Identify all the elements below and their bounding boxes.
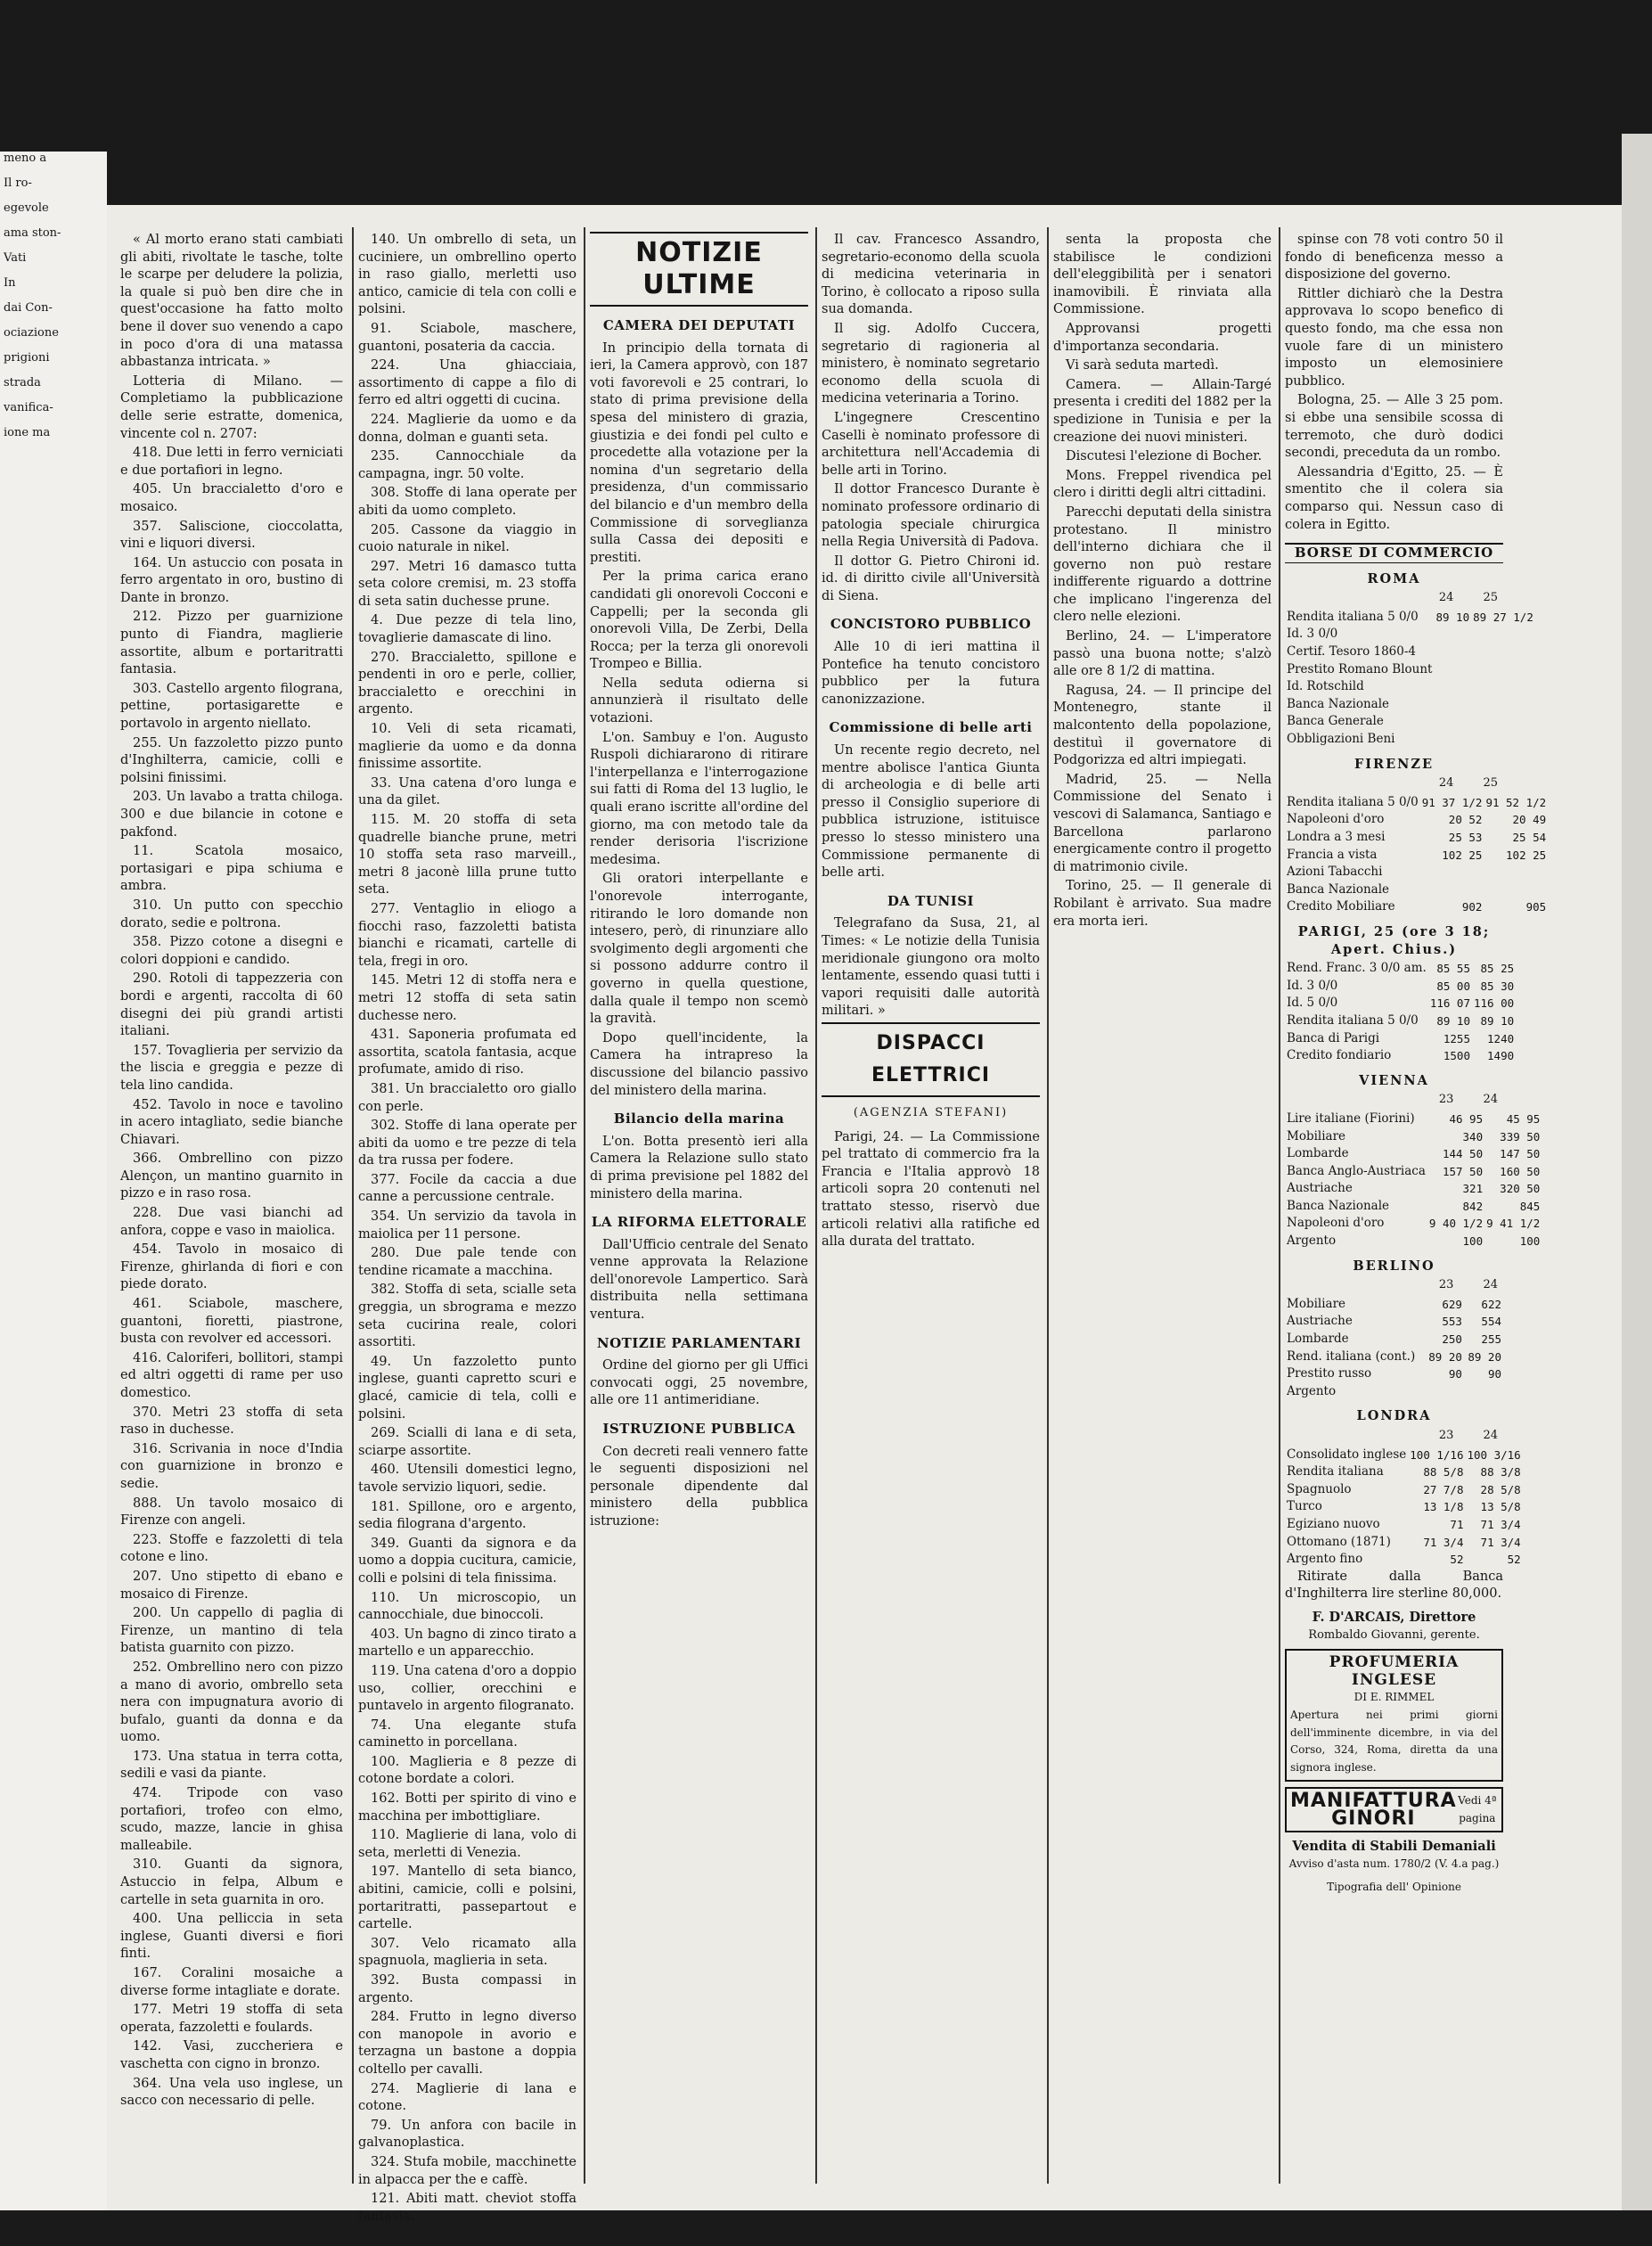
- edge-fragment: strada: [4, 376, 41, 389]
- lottery-item-paragraph: 270. Braccialetto, spillone e pendenti in oro e perle, collier, braccialetto e orecchini in argento.: [358, 650, 577, 717]
- lottery-item-paragraph: 200. Un cappello di paglia di Firenze, un mantino di tela batista guarnito con pizzo.: [120, 1606, 343, 1656]
- lottery-item-paragraph: 310. Guanti da signora, Astuccio in felpa, Album e cartelle in seta guarnita in oro.: [120, 1857, 343, 1907]
- lottery-item-paragraph: 10. Veli di seta ricamati, maglierie da uomo e da donna finissime assortite.: [358, 722, 577, 772]
- lottery-list: [120, 232, 343, 2111]
- appointment-paragraph: L'ingegnere Crescentino Caselli è nominato professore di architettura nell'Accademia di belle arti in Torino.: [822, 410, 1040, 478]
- lottery-item-paragraph: 140. Un ombrello di seta, un cuciniere, un ombrellino operto in raso giallo, merletti uso antico, camicie di tela con colli e polsini.: [358, 233, 577, 317]
- quote-row: Obbligazioni Beni: [1287, 732, 1395, 747]
- quote-row: Lombarde 250 255: [1287, 1332, 1501, 1347]
- lottery-item-paragraph: 382. Stoffa di seta, scialle seta greggia, un sbrograma e mezzo seta cucirina reale, colori assortiti.: [358, 1283, 577, 1350]
- lottery-item-paragraph: 364. Una vela uso inglese, un sacco con necessario di pelle.: [120, 2076, 343, 2109]
- quote-row: Credito fondiario 1500 1490: [1287, 1048, 1515, 1063]
- column-5: [1053, 232, 1272, 2175]
- lottery-item-paragraph: 115. M. 20 stoffa di seta quadrelle bianche prune, metri 10 stoffa seta raso marveill., metri 8 jaconè lilla prune tutto seta.: [358, 813, 577, 898]
- market-firenze-heading: FIRENZE: [1353, 756, 1435, 772]
- lottery-item-paragraph: 416. Caloriferi, bollitori, stampi ed altri oggetti di rame per uso domestico.: [120, 1350, 343, 1400]
- lottery-item-paragraph: 207. Uno stipetto di ebano e mosaico di Firenze.: [120, 1569, 343, 1602]
- lottery-item-paragraph: 888. Un tavolo mosaico di Firenze con angeli.: [120, 1496, 343, 1529]
- edge-fragment: dai Con-: [4, 301, 53, 315]
- belle-arti-paragraph: Un recente regio decreto, nel mentre abolisce l'antica Giunta di archeologia e di belle arti presso il Consiglio superiore di pubblica istruzione, istituisce presso lo stesso ministero una Commissione permanente di belle arti.: [822, 743, 1040, 881]
- quote-row: Prestito russo 90 90: [1287, 1366, 1501, 1381]
- lottery-item-paragraph: 212. Pizzo per guarnizione punto di Fiandra, maglierie assortite, album e portaritratti fantasia.: [120, 610, 343, 677]
- lottery-item-paragraph: 303. Castello argento filograna, pettine, portasigarette e portavolo in argento niellato.: [120, 681, 343, 732]
- edge-fragment: vanifica-: [4, 401, 53, 414]
- quote-row: Rendita italiana 5 0/0 89 10 89 27 1/2: [1287, 609, 1533, 624]
- marina-heading: Bilancio della marina: [613, 1111, 785, 1127]
- istruzione-paragraph: Con decreti reali vennero fatte le seguenti disposizioni nel personale dipendente dal ministero della pubblica istruzione:: [590, 1444, 808, 1529]
- parlamentari-paragraph: Ordine del giorno per gli Uffici convocati oggi, 25 novembre, alle ore 11 antimeridiane.: [590, 1358, 808, 1408]
- lottery-item-paragraph: 377. Focile da caccia a due canne a percussione centrale.: [358, 1172, 577, 1205]
- banca-note: Ritirate dalla Banca d'Inghilterra lire sterline 80,000.: [1285, 1569, 1503, 1602]
- brief-paragraph: spinse con 78 voti contro 50 il fondo di beneficenza messo a disposizione del governo.: [1285, 233, 1503, 283]
- quote-row: Banca Nazionale: [1287, 696, 1390, 711]
- dispatch-paragraph: Approvansi progetti d'importanza secondaria.: [1053, 321, 1272, 354]
- lottery-item-paragraph: 167. Coralini mosaiche a diverse forme intagliate e dorate.: [120, 1966, 343, 1998]
- notizie-ultime-title: NOTIZIE ULTIME: [590, 232, 808, 307]
- gerente-line: Rombaldo Giovanni, gerente.: [1308, 1627, 1480, 1642]
- lottery-item-paragraph: 110. Un microscopio, un cannocchiale, due binoccoli.: [358, 1590, 577, 1623]
- lottery-item-paragraph: 461. Sciabole, maschere, guantoni, fioretti, piastrone, busta con revolver ed accessori.: [120, 1297, 343, 1347]
- quote-row: Austriache 321 320 50: [1287, 1181, 1541, 1196]
- column-rule: [1279, 227, 1280, 2184]
- column-2: [358, 232, 577, 2224]
- lottery-item-paragraph: 358. Pizzo cotone a disegni e colori doppioni e candido.: [120, 935, 343, 967]
- quote-row: Banca Anglo-Austriaca 157 50 160 50: [1287, 1163, 1541, 1178]
- dispacci-subtitle: (AGENZIA STEFANI): [853, 1105, 1009, 1119]
- dispatch-paragraph: Parecchi deputati della sinistra protestano. Il ministro dell'interno dichiara che il governo non può restare indifferente riguardo a dottrine che implicano l'ingerenza del clero nelle elezioni.: [1053, 504, 1272, 625]
- lottery-item-paragraph: 181. Spillone, oro e argento, sedia filograna d'argento.: [358, 1499, 577, 1532]
- lottery-item-paragraph: 452. Tavolo in noce e tavolino in acero intagliato, sedie bianche Chiavari.: [120, 1097, 343, 1147]
- market-berlino-heading: BERLINO: [1353, 1258, 1435, 1274]
- camera-paragraph: L'on. Sambuy e l'on. Augusto Ruspoli dichiararono di ritirare l'interpellanza e l'interrogazione sui fatti di Roma del 13 luglio, le quali erano iscritte all'ordine del giorno, ma con metodo tale da render derisoria l'iscrizione medesima.: [590, 730, 808, 867]
- tunisi-paragraph: Telegrafano da Susa, 21, al Times: « Le notizie della Tunisia meridionale giungono ora molto lentamente, essendo quasi tutti i vapori requisiti dalle autorità militari. »: [822, 916, 1040, 1019]
- column-6: [1285, 232, 1547, 2175]
- edge-fragment: ione ma: [4, 426, 51, 439]
- tunisi-heading: DA TUNISI: [887, 892, 975, 909]
- lottery-item-paragraph: 392. Busta compassi in argento.: [358, 1973, 577, 2005]
- lottery-item-paragraph: 277. Ventaglio in eliogo a fiocchi raso, fazzoletti batista bianchi e ricamati, cartelle di tela, fregi in oro.: [358, 901, 577, 969]
- lottery-item-paragraph: 4. Due pezze di tela lino, tovaglierie damascate di lino.: [358, 613, 577, 646]
- quote-row: Banca Generale: [1287, 714, 1384, 729]
- lottery-item-paragraph: 119. Una catena d'oro a doppio uso, collier, orecchini e puntavelo in argento filogranato.: [358, 1663, 577, 1714]
- quote-row: Argento: [1287, 1383, 1337, 1398]
- lottery-item-paragraph: 157. Tovaglieria per servizio da the liscia e greggia e pezze di tela lino candida.: [120, 1043, 343, 1093]
- column-1: [120, 232, 343, 2175]
- lottery-item-paragraph: 11. Scatola mosaico, portasigari e pipa schiuma e ambra.: [120, 844, 343, 894]
- quote-row: Francia a vista 102 25 102 25: [1287, 847, 1547, 862]
- market-londra-heading: LONDRA: [1356, 1408, 1432, 1424]
- lottery-item-paragraph: 431. Saponeria profumata ed assortita, scatola fantasia, acque profumate, amido di riso.: [358, 1028, 577, 1078]
- quote-row: Banca di Parigi 1255 1240: [1287, 1030, 1515, 1045]
- camera-paragraph: Gli oratori interpellante e l'onorevole interrogante, ritirando le loro domande non intesero, però, di rinunziare allo svolgimento degli argomenti che si possono addurre contro il governo in quella questione, dalla quale il tempo non scemò la gravità.: [590, 872, 808, 1027]
- lottery-item-paragraph: 403. Un bagno di zinco tirato a martello e un apparecchio.: [358, 1627, 577, 1660]
- column-rule: [1047, 227, 1049, 2184]
- quote-row: Londra a 3 mesi 25 53 25 54: [1287, 830, 1547, 844]
- market-roma-table: [1285, 609, 1535, 749]
- tipografia-line: Tipografia dell' Opinione: [1327, 1880, 1461, 1893]
- lottery-item-paragraph: 349. Guanti da signora e da uomo a doppia cucitura, camicie, colli e polsini di tela finissima.: [358, 1536, 577, 1586]
- director-line: F. D'ARCAIS, Direttore: [1312, 1609, 1476, 1625]
- quote-row: Id. 3 0/0 85 00 85 30: [1287, 978, 1515, 993]
- lottery-item-paragraph: 121. Abiti matt. cheviot stoffa fantasia.: [358, 2192, 577, 2224]
- quote-row: Mobiliare 340 339 50: [1287, 1128, 1541, 1143]
- lottery-item-paragraph: 400. Una pelliccia in seta inglese, Guanti diversi e fiori finti.: [120, 1912, 343, 1962]
- dispatch-paragraph: Discutesi l'elezione di Bocher.: [1066, 449, 1263, 464]
- quote-row: Argento fino 52 52: [1287, 1552, 1521, 1567]
- brief-paragraph: Rittler dichiarò che la Destra approvava lo scopo benefico di questo fondo, ma che essa non vuole fare di un ministero imposto un elemosiniere pubblico.: [1285, 286, 1503, 389]
- right-page-edge: [1622, 134, 1652, 2210]
- camera-paragraph: Per la prima carica erano candidati gli onorevoli Cocconi e Cappelli; per la seconda gli onorevoli Villa, De Zerbi, Della Rocca; per la terza gli onorevoli Trompeo e Billia.: [590, 570, 808, 672]
- lottery-item-paragraph: Lotteria di Milano. — Completiamo la pubblicazione delle serie estratte, domenica, vincente col n. 2707:: [120, 373, 343, 441]
- camera-paragraph: In principio della tornata di ieri, la Camera approvò, con 187 voti favorevoli e 25 contrari, lo stato di prima previsione della spesa del ministero di grazia, giustizia e dei fondi pel culto e procedette alla votazione per la nomina d'un segretario della presidenza, d'un commissario del bilancio e d'un membro della Commissione di sorveglianza sulla Cassa dei depositi e prestiti.: [590, 340, 808, 565]
- edge-fragment: Il ro-: [4, 176, 32, 190]
- quote-row: Id. 5 0/0 116 07 116 00: [1287, 996, 1515, 1011]
- lottery-item-paragraph: 474. Tripode con vaso portafiori, trofeo con elmo, scudo, mazze, lancie in ghisa malleabile.: [120, 1786, 343, 1853]
- lottery-item-paragraph: 460. Utensili domestici legno, tavole servizio liquori, sedie.: [358, 1463, 577, 1495]
- quote-row: Turco 13 1/8 13 5/8: [1287, 1499, 1521, 1514]
- lottery-item-paragraph: 280. Due pale tende con tendine ricamate a macchina.: [358, 1246, 577, 1278]
- market-roma-heading: ROMA: [1367, 570, 1421, 586]
- lottery-item-paragraph: 370. Metri 23 stoffa di seta raso in duchesse.: [120, 1405, 343, 1438]
- riforma-heading: LA RIFORMA ELETTORALE: [591, 1214, 807, 1231]
- lottery-item-paragraph: 381. Un braccialetto oro giallo con perle.: [358, 1081, 577, 1114]
- dispatch-paragraph: Ragusa, 24. — Il principe del Montenegro, stante il malcontento della popolazione, destituì il governatore di Podgorizza ed altri impiegati.: [1053, 683, 1272, 768]
- market-dates: 23 24: [1438, 1429, 1498, 1442]
- lottery-item-paragraph: 110. Maglierie di lana, volo di seta, merletti di Venezia.: [358, 1828, 577, 1860]
- camera-paragraph: Dopo quell'incidente, la Camera ha intrapreso la discussione del bilancio passivo del ministero della marina.: [590, 1030, 808, 1098]
- profumeria-ad: [1285, 1649, 1503, 1782]
- market-vienna-table: [1285, 1111, 1542, 1250]
- stock-quotes: [1285, 570, 1547, 1569]
- column-rule: [352, 227, 354, 2184]
- quote-row: Argento 100 100: [1287, 1234, 1541, 1249]
- lottery-item-paragraph: 357. Saliscione, cioccolatta, vini e liquori diversi.: [120, 519, 343, 552]
- istruzione-heading: ISTRUZIONE PUBBLICA: [602, 1421, 796, 1438]
- dispatch-paragraph: Torino, 25. — Il generale di Robilant è arrivato. Sua madre era morta ieri.: [1053, 879, 1272, 929]
- edge-fragment: Vati: [4, 251, 27, 265]
- telegram-dispatches: [1053, 232, 1272, 930]
- quote-row: Consolidato inglese 100 1/16 100 3/16: [1287, 1447, 1521, 1462]
- lottery-item-paragraph: 223. Stoffe e fazzoletti di tela cotone e lino.: [120, 1532, 343, 1565]
- market-parigi-heading: PARIGI, 25 (ore 3 18; Apert. Chius.): [1297, 923, 1491, 957]
- lottery-item-paragraph: 255. Un fazzoletto pizzo punto d'Inghilterra, camicie, colli e polsini finissimi.: [120, 735, 343, 785]
- market-parigi-table: [1285, 960, 1516, 1065]
- riforma-paragraph: Dall'Ufficio centrale del Senato venne approvata la Relazione dell'onorevole Lampertico. Sarà distribuita nella settimana ventura.: [590, 1237, 808, 1323]
- market-dates: 23 24: [1438, 1278, 1498, 1292]
- quote-row: Spagnuolo 27 7/8 28 5/8: [1287, 1481, 1521, 1496]
- dispatch-paragraph: Vi sarà seduta martedì.: [1066, 358, 1219, 373]
- lottery-list-continued: [358, 232, 577, 2226]
- marina-paragraph: L'on. Botta presentò ieri alla Camera la Relazione sullo stato di prima previsione pel 1882 del ministero della marina.: [590, 1134, 808, 1201]
- quote-row: Banca Nazionale: [1287, 881, 1390, 897]
- lottery-item-paragraph: 224. Maglierie da uomo e da donna, dolman e guanti seta.: [358, 412, 577, 445]
- lottery-item-paragraph: 274. Maglierie di lana e cotone.: [358, 2081, 577, 2114]
- camera-article: [590, 340, 808, 1101]
- dispatch-paragraph: Mons. Freppel rivendica pel clero i diritti degli altri cittadini.: [1053, 468, 1272, 501]
- lottery-item-paragraph: 142. Vasi, zuccheriera e vaschetta con cigno in bronzo.: [120, 2039, 343, 2071]
- lottery-item-paragraph: 79. Un anfora con bacile in galvanoplastica.: [358, 2118, 577, 2151]
- camera-heading: CAMERA DEI DEPUTATI: [602, 317, 796, 333]
- lottery-item-paragraph: « Al morto erano stati cambiati gli abiti, rivoltate le tasche, tolte le scarpe per deludere la polizia, la quale si può ben dire che in quest'occasione ha fatto molto bene il dover suo venendo a capo in poco d'ora di una matassa abbastanza intricata. »: [120, 233, 343, 370]
- column-3: [590, 232, 808, 2175]
- concistoro-paragraph: Alle 10 di ieri mattina il Pontefice ha tenuto concistoro pubblico per la futura canonizzazione.: [822, 640, 1040, 707]
- brief-paragraph: Bologna, 25. — Alle 3 25 pom. si ebbe una sensibile scossa di terremoto, che durò dodici secondi, preceduta da un rombo.: [1285, 393, 1503, 461]
- quote-row: Lombarde 144 50 147 50: [1287, 1146, 1541, 1161]
- lottery-item-paragraph: 324. Stufa mobile, macchinette in alpacca per the e caffè.: [358, 2154, 577, 2187]
- profumeria-text: Apertura nei primi giorni dell'imminente dicembre, in via del Corso, 324, Roma, diretta da una signora inglese.: [1290, 1708, 1498, 1774]
- concistoro-heading: CONCISTORO PUBBLICO: [830, 616, 1032, 633]
- dispatch-paragraph: Camera. — Allain-Targé presenta i crediti del 1882 per la spedizione in Tunisia e per la creazione dei nuovi ministeri.: [1053, 377, 1272, 445]
- quote-row: Rendita italiana 5 0/0 91 37 1/2 91 52 1/2: [1287, 794, 1547, 809]
- appointment-paragraph: Il cav. Francesco Assandro, segretario-economo della scuola di medicina veterinaria in Torino, è collocato a riposo sulla sua domanda.: [822, 233, 1040, 317]
- parlamentari-heading: NOTIZIE PARLAMENTARI: [596, 1334, 802, 1351]
- lottery-item-paragraph: 49. Un fazzoletto punto inglese, guanti capretto scuri e glacé, camicie di tela, colli e polsini.: [358, 1354, 577, 1422]
- lottery-item-paragraph: 205. Cassone da viaggio in cuoio naturale in nikel.: [358, 522, 577, 555]
- lottery-item-paragraph: 454. Tavolo in mosaico di Firenze, ghirlanda di fiori e con piede dorato.: [120, 1242, 343, 1292]
- quote-row: Lire italiane (Fiorini) 46 95 45 95: [1287, 1111, 1541, 1126]
- quote-row: Napoleoni d'oro 9 40 1/2 9 41 1/2: [1287, 1216, 1541, 1231]
- market-berlino-table: [1285, 1296, 1503, 1401]
- quote-row: Certif. Tesoro 1860-4: [1287, 644, 1416, 660]
- market-dates: 24 25: [1438, 591, 1498, 605]
- lottery-item-paragraph: 284. Frutto in legno diverso con manopole in avorio e terzagna un bastone a doppia coltello per cavalli.: [358, 2010, 577, 2077]
- belle-arti-heading: Commissione di belle arti: [829, 719, 1033, 736]
- manifattura-ad: [1285, 1787, 1503, 1832]
- appointment-paragraph: Il dottor Francesco Durante è nominato professore ordinario di patologia speciale chirurgica nella Regia Università di Padova.: [822, 482, 1040, 550]
- lottery-item-paragraph: 197. Mantello di seta bianco, abitini, camicie, colli e polsini, portaritratti, passepartout e cartelle.: [358, 1865, 577, 1932]
- appointment-paragraph: Il sig. Adolfo Cuccera, segretario di ragioneria al ministero, è nominato segretario economo della scuola di medicina veterinaria a Torino.: [822, 321, 1040, 406]
- lottery-item-paragraph: 418. Due letti in ferro verniciati e due portafiori in legno.: [120, 446, 343, 478]
- lottery-item-paragraph: 100. Maglieria e 8 pezze di cotone bordate a colori.: [358, 1754, 577, 1787]
- lottery-item-paragraph: 173. Una statua in terra cotta, sedili e vasi da piante.: [120, 1749, 343, 1782]
- lottery-item-paragraph: 177. Metri 19 stoffa di seta operata, fazzoletti e foulards.: [120, 2003, 343, 2035]
- quote-row: Rendita italiana 88 5/8 88 3/8: [1287, 1464, 1521, 1480]
- edge-fragment: egevole: [4, 201, 49, 215]
- column-rule: [584, 227, 585, 2184]
- lottery-item-paragraph: 366. Ombrellino con pizzo Alençon, un mantino guarnito in pizzo e in raso rosa.: [120, 1152, 343, 1201]
- quote-row: Napoleoni d'oro 20 52 20 49: [1287, 812, 1547, 827]
- quote-row: Mobiliare 629 622: [1287, 1296, 1501, 1311]
- previous-page-edge: [0, 152, 107, 2210]
- lottery-item-paragraph: 405. Un braccialetto d'oro e mosaico.: [120, 482, 343, 514]
- lottery-item-paragraph: 228. Due vasi bianchi ad anfora, coppe e vaso in maiolica.: [120, 1206, 343, 1238]
- edge-fragment: In: [4, 276, 16, 290]
- brief-paragraph: Alessandria d'Egitto, 25. — È smentito che il colera sia comparso qui. Nessun caso di colera in Egitto.: [1285, 464, 1503, 532]
- column-rule: [815, 227, 817, 2184]
- quote-row: Rend. italiana (cont.) 89 20 89 20: [1287, 1348, 1501, 1364]
- dispatch-paragraph: Berlino, 24. — L'imperatore passò una buona notte; s'alzò alle ore 8 1/2 di mattina.: [1053, 629, 1272, 679]
- lottery-item-paragraph: 74. Una elegante stufa caminetto in porcellana.: [358, 1717, 577, 1750]
- vendita-note: Avviso d'asta num. 1780/2 (V. 4.a pag.): [1288, 1857, 1500, 1871]
- dispacci-paragraph: Parigi, 24. — La Commissione pel trattato di commercio fra la Francia e l'Italia approvò 18 articoli sopra 20 contenuti nel trattato stesso, riservò due articoli relativi alla ratifiche ed alla durata del trattato.: [822, 1129, 1040, 1250]
- quote-row: Id. Rotschild: [1287, 679, 1364, 694]
- borse-title: BORSE DI COMMERCIO: [1285, 543, 1503, 563]
- quote-row: Prestito Romano Blount: [1287, 661, 1433, 676]
- edge-fragment: meno a: [4, 152, 47, 165]
- quote-row: Banca Nazionale 842 845: [1287, 1198, 1541, 1213]
- quote-row: Rendita italiana 5 0/0 89 10 89 10: [1287, 1012, 1515, 1028]
- news-briefs: [1285, 232, 1503, 534]
- lottery-item-paragraph: 33. Una catena d'oro lunga e una da gilet.: [358, 775, 577, 808]
- dispatch-paragraph: Madrid, 25. — Nella Commissione del Senato i vescovi di Salamanca, Santiago e Barcellona parlarono energicamente contro il progetto di matrimonio civile.: [1053, 772, 1272, 874]
- lottery-item-paragraph: 308. Stoffe di lana operate per abiti da uomo completo.: [358, 486, 577, 518]
- edge-fragment: ociazione: [4, 326, 59, 340]
- lottery-item-paragraph: 162. Botti per spirito di vino e macchina per imbottigliare.: [358, 1791, 577, 1824]
- vendita-title: Vendita di Stabili Demaniali: [1292, 1839, 1496, 1855]
- quote-row: Azioni Tabacchi: [1287, 865, 1383, 880]
- lottery-item-paragraph: 297. Metri 16 damasco tutta seta colore cremisi, m. 23 stoffa di seta satin duchesse prune.: [358, 559, 577, 609]
- manifattura-note: Vedi 4ª pagina: [1458, 1794, 1497, 1824]
- market-londra-table: [1285, 1447, 1523, 1569]
- lottery-item-paragraph: 290. Rotoli di tappezzeria con bordi e argenti, raccolta di 60 disegni dei più grandi artisti italiani.: [120, 971, 343, 1039]
- quote-row: Austriache 553 554: [1287, 1314, 1501, 1329]
- lottery-item-paragraph: 203. Un lavabo a tratta chiloga. 300 e due bilancie in cotone e pakfond.: [120, 790, 343, 840]
- edge-fragment: prigioni: [4, 351, 50, 365]
- column-4: [822, 232, 1040, 2175]
- lottery-item-paragraph: 91. Sciabole, maschere, guantoni, posateria da caccia.: [358, 321, 577, 354]
- manifattura-title: MANIFATTURA GINORI: [1290, 1790, 1457, 1830]
- lottery-item-paragraph: 316. Scrivania in noce d'India con guarnizione in bronzo e sedie.: [120, 1441, 343, 1491]
- quote-row: Credito Mobiliare 902 905: [1287, 899, 1547, 914]
- quote-row: Rend. Franc. 3 0/0 am. 85 55 85 25: [1287, 961, 1515, 976]
- appointment-paragraph: Il dottor G. Pietro Chironi id. id. di diritto civile all'Università di Siena.: [822, 553, 1040, 603]
- quote-row: Id. 3 0/0: [1287, 627, 1338, 642]
- lottery-item-paragraph: 302. Stoffe di lana operate per abiti da uomo e tre pezze di tela da tra russa per fodere.: [358, 1119, 577, 1168]
- lottery-item-paragraph: 252. Ombrellino nero con pizzo a mano di avorio, ombrello seta nera con impugnatura avorio di bufalo, guanti da donna e da uomo.: [120, 1660, 343, 1745]
- quote-row: Ottomano (1871) 71 3/4 71 3/4: [1287, 1534, 1521, 1549]
- lottery-item-paragraph: 354. Un servizio da tavola in maiolica per 11 persone.: [358, 1209, 577, 1242]
- quote-row: Egiziano nuovo 71 71 3/4: [1287, 1516, 1521, 1531]
- lottery-item-paragraph: 235. Cannocchiale da campagna, ingr. 50 volte.: [358, 449, 577, 481]
- dispatch-paragraph: senta la proposta che stabilisce le condizioni dell'eleggibilità per i senatori inamovibili. È rinviata alla Commissione.: [1053, 233, 1272, 317]
- dispacci-title: DISPACCI ELETTRICI: [822, 1022, 1040, 1097]
- appointments-article: [822, 232, 1040, 605]
- edge-fragment: ama ston-: [4, 226, 61, 240]
- lottery-item-paragraph: 145. Metri 12 di stoffa nera e metri 12 stoffa di seta satin duchesse nero.: [358, 973, 577, 1023]
- profumeria-title: PROFUMERIA INGLESE: [1329, 1653, 1460, 1689]
- market-dates: 23 24: [1438, 1093, 1498, 1107]
- market-firenze-table: [1285, 794, 1548, 916]
- lottery-item-paragraph: 310. Un putto con specchio dorato, sedie e poltrona.: [120, 898, 343, 930]
- lottery-item-paragraph: 224. Una ghiacciaia, assortimento di cappe a filo di ferro ed altri oggetti di cucina.: [358, 358, 577, 408]
- lottery-item-paragraph: 164. Un astuccio con posata in ferro argentato in oro, bustino di Dante in bronzo.: [120, 555, 343, 605]
- profumeria-sub: DI E. RIMMEL: [1353, 1691, 1435, 1704]
- lottery-item-paragraph: 307. Velo ricamato alla spagnuola, maglieria in seta.: [358, 1936, 577, 1969]
- lottery-item-paragraph: 269. Scialli di lana e di seta, sciarpe assortite.: [358, 1426, 577, 1458]
- market-dates: 24 25: [1438, 776, 1498, 791]
- camera-paragraph: Nella seduta odierna si annunzierà il risultato delle votazioni.: [590, 676, 808, 726]
- market-vienna-heading: VIENNA: [1359, 1072, 1429, 1088]
